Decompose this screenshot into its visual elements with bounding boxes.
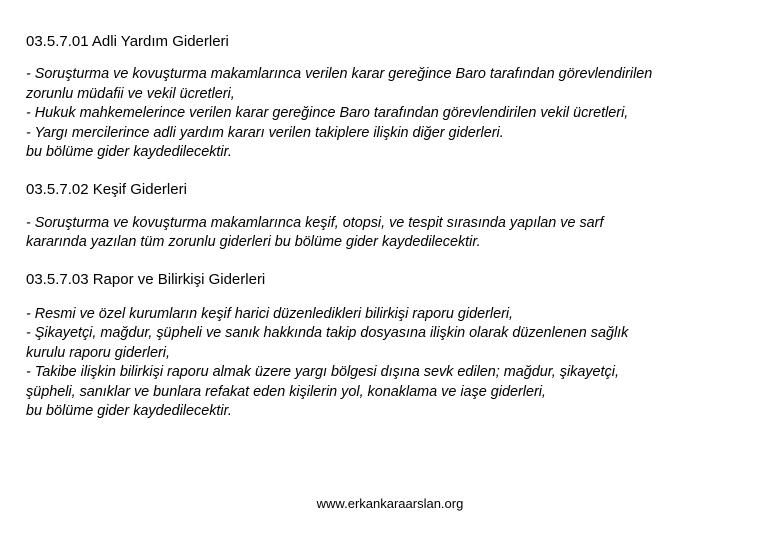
text-line: - Yargı mercilerince adli yardım kararı verilen takiplere ilişkin diğer giderleri. bbox=[26, 124, 504, 141]
footer-website: www.erkankaraarslan.org bbox=[316, 496, 464, 511]
text-line: kararında yazılan tüm zorunlu giderleri bu bölüme gider kaydedilecektir. bbox=[26, 234, 481, 250]
document-body bbox=[26, 33, 746, 422]
section-kesif bbox=[26, 181, 746, 253]
text-line: şüpheli, sanıklar ve bunlara refakat eden kişilerin yol, konaklama ve iaşe giderleri, bbox=[26, 383, 546, 400]
section-text bbox=[26, 214, 746, 253]
section-text bbox=[26, 305, 746, 422]
text-line: bu bölüme gider kaydedilecektir. bbox=[26, 403, 232, 419]
section-text bbox=[26, 65, 746, 163]
section-title: 03.5.7.02 Keşif Giderleri bbox=[26, 180, 187, 198]
text-line: - Hukuk mahkemelerince verilen karar gereğince Baro tarafından görevlendirilen vekil ücretleri, bbox=[26, 105, 629, 121]
section-rapor-bilirkisi bbox=[26, 271, 746, 422]
text-line: - Şikayetçi, mağdur, şüpheli ve sanık hakkında takip dosyasına ilişkin olarak düzenlenen sağlık bbox=[26, 325, 629, 341]
text-line: zorunlu müdafii ve vekil ücretleri, bbox=[26, 85, 235, 102]
text-line: kurulu raporu giderleri, bbox=[26, 344, 170, 361]
section-title: 03.5.7.03 Rapor ve Bilirkişi Giderleri bbox=[26, 270, 266, 288]
text-line: - Resmi ve özel kurumların keşif harici düzenledikleri bilirkişi raporu giderleri, bbox=[26, 305, 514, 322]
text-line: bu bölüme gider kaydedilecektir. bbox=[26, 144, 232, 160]
section-adli-yardim bbox=[26, 33, 746, 163]
text-line: - Soruşturma ve kovuşturma makamlarınca verilen karar gereğince Baro tarafından görevlendirilen bbox=[26, 66, 653, 82]
section-title: 03.5.7.01 Adli Yardım Giderleri bbox=[26, 33, 229, 50]
text-line: - Takibe ilişkin bilirkişi raporu almak üzere yargı bölgesi dışına sevk edilen; mağdur, şikayetçi, bbox=[26, 364, 619, 380]
text-line: - Soruşturma ve kovuşturma makamlarınca keşif, otopsi, ve tespit sırasında yapılan ve sarf bbox=[26, 214, 604, 231]
